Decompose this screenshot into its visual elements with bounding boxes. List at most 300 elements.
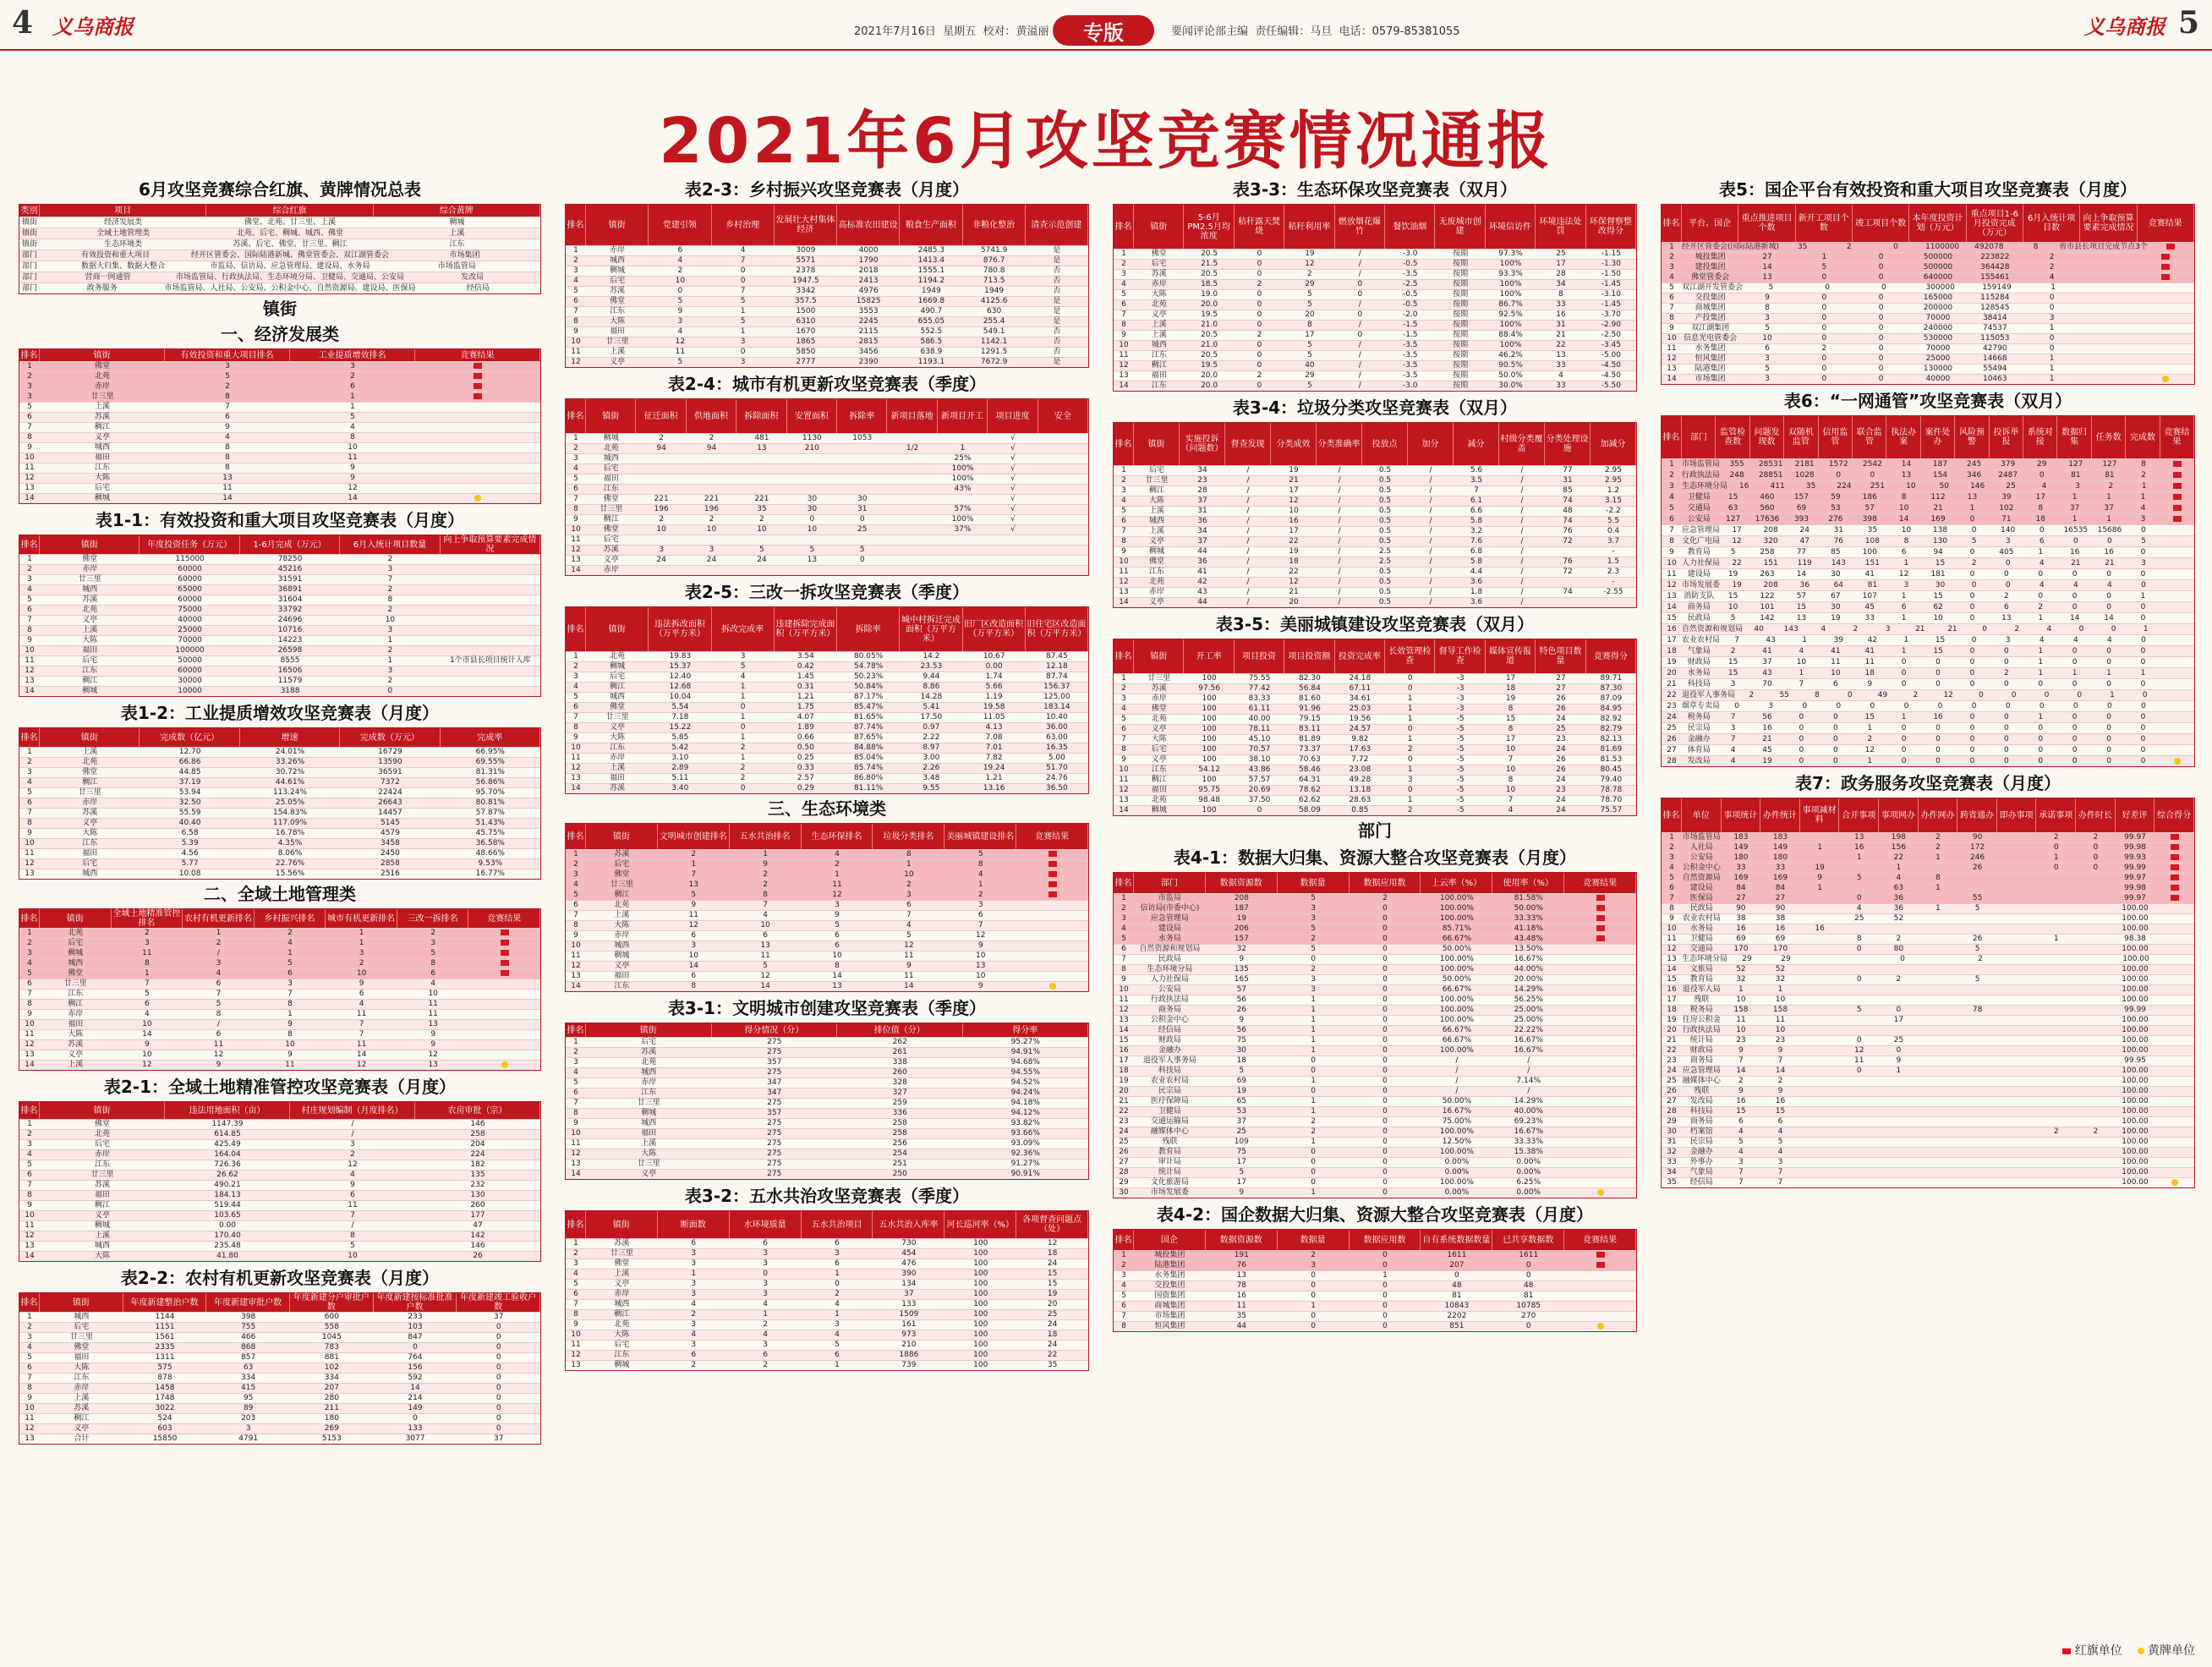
table-cell [1957,1016,1997,1025]
table-row [1662,1137,2194,1147]
table-cell: 19 [1732,581,1742,589]
table-cell: 8 [573,723,578,732]
table-cell: 100.00 [2122,1138,2149,1146]
table-cell: 16535 [2063,526,2089,535]
table-cell [441,636,540,645]
table-cell [441,565,540,574]
table-cell: 89.71 [1600,674,1623,683]
table-cell: 8 [977,860,983,869]
table-cell: 档案馆 [1689,1127,1713,1136]
red-flag-icon [2171,864,2179,870]
table-cell: 70000 [1925,314,1951,322]
table-cell: 10 [656,525,666,534]
table-cell: 0 [1407,674,1413,683]
table-cell: 赤岸 [82,565,98,573]
table-cell: 31 [1833,526,1844,535]
table-cell: 4 [763,911,769,919]
table-cell: 224 [470,1150,485,1159]
table-cell: 0 [2038,592,2044,600]
table-cell: 0 [1903,702,1909,710]
table-row [566,565,1088,575]
table-cell [1800,1107,1840,1116]
table-cell [2036,914,2076,924]
table-cell [2076,894,2116,903]
table-cell [2036,1056,2076,1066]
table-cell: 48 [1563,507,1573,515]
table-cell: 医保局 [1689,894,1713,902]
table-cell: 37% [954,525,972,534]
table-cell: 0.5 [1378,486,1392,495]
table-cell: 28 [1556,270,1566,278]
table-cell [415,463,540,473]
table-cell: 0 [2049,304,2055,312]
table-cell: 13 [571,1361,581,1369]
table-cell [2076,1168,2116,1177]
table-cell: 33.33% [1514,914,1543,923]
table-cell [1879,985,1919,995]
table-cell: 9 [763,860,769,869]
table-cell: 金融办 [1158,1046,1181,1055]
table-cell: 19 [1505,694,1516,703]
right-page-number: 5 [2178,5,2200,41]
table-row [1662,634,2194,645]
table-cell: 11 [1736,1016,1746,1024]
table-cell [441,595,540,605]
table-row [566,951,1088,961]
table-cell: 56 [1236,1026,1247,1034]
table-cell: 经信局 [466,284,490,293]
table-cell: 13 [976,962,986,970]
table-row [1662,984,2194,995]
table-cell: 5145 [380,819,400,827]
table-cell: 379 [2001,460,2016,469]
table-cell: 50.00% [1514,904,1543,913]
table-cell: 2 [1669,471,1674,480]
table-cell: 5 [677,358,683,366]
table-cell: 11 [760,951,770,960]
table-cell [2160,580,2194,590]
table-cell: 10 [1796,658,1807,666]
table-cell: 5 [759,546,764,554]
table-cell [2155,1016,2194,1025]
table-cell: 生态环境类 [104,240,143,249]
table-cell [415,372,540,381]
table-cell: 7 [1734,636,1739,644]
table-cell [2155,1087,2194,1096]
table-cell: 5.11 [671,774,689,782]
table-row [566,484,1088,494]
table-cell: 6 [691,972,697,980]
red-flag-icon [2171,885,2179,891]
table-cell: 10 [976,972,986,980]
table-cell: 7372 [380,778,400,787]
table-cell: 18 [1505,684,1516,693]
table-cell: 62 [1933,603,1943,611]
table-cell: 33 [1775,864,1786,872]
data-table [19,908,541,1071]
table-cell: 44 [1236,1322,1247,1330]
table-cell [1564,1006,1636,1015]
table-cell: 10 [1898,504,1909,513]
table-cell: 2 [2003,669,2009,677]
table-cell: 12 [571,962,581,970]
table-cell: 13590 [378,758,402,766]
table-cell [1919,1178,1958,1187]
table-cell: 100% [1499,260,1522,268]
table-cell: 83.11 [1299,725,1321,733]
table-cell: -5 [1456,765,1465,774]
table-cell: 63.00 [1045,733,1068,742]
table-cell: 1572 [1828,460,1848,469]
table-cell: 1 [216,929,222,937]
table-cell [1879,1158,1919,1167]
table-cell: 0 [2003,713,2009,721]
table-cell: 81.58% [1514,894,1543,902]
table-cell: 江东 [603,485,619,493]
table-cell: 90 [1736,904,1746,913]
table-cell: 157 [1234,935,1249,943]
table-cell [2076,1158,2116,1167]
table-cell: 12 [832,891,842,899]
table-cell: 85.71% [1442,924,1472,933]
table-cell: 170.40 [214,1231,241,1240]
table-cell: 6 [27,606,32,614]
table-cell: 11 [222,484,233,492]
table-cell: 1 [2140,669,2146,677]
table-cell: 6 [216,1030,222,1039]
table-cell: 336 [892,1109,907,1117]
table-cell: 4 [2039,581,2045,589]
table-cell: 8 [1856,935,1862,943]
table-cell: 6 [1121,300,1126,309]
table-row [1114,893,1636,903]
table-cell: 大陈 [94,1252,110,1260]
table-cell: 27 [1556,674,1566,683]
table-cell: 169 [1733,874,1749,882]
table-cell: 4 [573,683,578,691]
column-header: 完成率 [441,728,540,747]
table-cell: 0 [1901,746,1907,754]
table-cell: 29 [1667,1117,1677,1126]
table-cell: 3 [1121,486,1126,495]
table-cell: 69 [1775,935,1786,943]
table-cell [2155,1046,2194,1056]
table-cell: / [1246,547,1250,556]
table-cell [1564,1302,1636,1311]
table-cell: 18 [1864,669,1875,677]
table-cell: 25 [1667,724,1677,732]
table-cell: 1.2 [1607,486,1620,495]
table-cell: 180 [324,1414,339,1423]
table-cell: 2245 [858,317,879,326]
table-cell: 1 [2038,669,2044,677]
table-cell: 260 [892,1068,907,1077]
table-row [19,432,540,442]
table-title: 表4-2：国企数据大归集、资源大整合攻坚竞赛表（月度） [1156,1204,1594,1225]
table-cell: 稠江 [82,778,98,787]
table-cell: 14 [1667,375,1677,383]
table-cell: 100% [1499,341,1522,349]
table-cell: 38.10 [1248,755,1271,764]
table-cell: 100 [1202,715,1217,723]
table-cell: 0 [1878,375,1884,383]
table-cell: 财政局 [1689,1046,1713,1055]
table-row [566,1258,1088,1269]
table-cell: 1100000 [1925,243,1960,251]
section-title: 一、经济发展类 [221,324,339,344]
table-cell: 6.6 [1470,507,1483,515]
table-cell: 3 [145,939,150,947]
table-row [19,381,540,392]
table-cell: 0 [2106,647,2111,655]
table-cell: 177 [470,1211,485,1220]
table-cell: 10 [1736,995,1746,1004]
table-cell: 91.27% [1010,1160,1040,1168]
table-cell: 2 [659,515,664,524]
table-cell: 2 [1846,243,1852,251]
table-cell [2036,1168,2076,1177]
red-flag-icon [1596,925,1605,931]
table-row [19,848,540,858]
table-cell: 6 [27,413,32,421]
table-cell: 城西 [94,443,110,452]
table-cell: 2 [1896,935,1902,943]
table-cell [1038,454,1088,463]
red-flag-icon [2171,844,2179,850]
table-cell: 208 [1234,894,1249,902]
table-cell: 4 [677,256,683,265]
table-cell: 180 [1772,853,1788,862]
table-cell: 城投集团 [1154,1251,1185,1259]
table-cell: 15 [1775,1107,1786,1116]
table-cell: 5 [1239,1067,1245,1075]
table-cell: 3 [573,1259,578,1268]
table-cell: 357.5 [794,297,817,305]
table-cell: 327 [892,1088,907,1097]
table-cell: 福田 [1151,371,1167,380]
table-cell [988,566,1038,575]
table-row [1114,1291,1636,1301]
table-cell: 民宗局 [1687,724,1711,732]
table-cell: 3 [1311,985,1317,994]
table-cell: 2 [573,1048,578,1056]
table-cell: 5 [977,850,983,858]
table-cell: 公安局 [1687,515,1711,524]
table-row [566,1309,1088,1319]
table-cell: 0 [2003,757,2009,765]
table-cell: 0 [2049,344,2055,353]
column-header: 城市有机更新排名 [326,909,397,928]
table-cell [2036,1006,2076,1015]
table-cell: 2 [659,434,664,442]
table-cell: 87.74 [1045,672,1068,681]
table-cell: 陆港集团 [1695,365,1726,373]
red-flag-icon [2173,505,2182,511]
table-cell: 1 [359,929,364,937]
table-cell: 275 [767,1038,782,1046]
table-cell: 57 [1864,504,1875,513]
table-cell [1564,1251,1636,1260]
table-cell [1564,1026,1636,1035]
column-header: 党建引领 [649,205,711,245]
table-cell: 95.75 [1198,786,1220,794]
table-cell [2036,985,2076,995]
table-cell [1957,1046,1997,1056]
table-cell: 5.5 [1607,517,1620,525]
table-cell: / [1358,260,1361,268]
table-cell: √ [1010,444,1016,452]
table-cell: 0 [1382,914,1388,923]
table-cell: 7 [350,1211,355,1220]
table-cell: 上溪 [1151,331,1167,339]
column-header: 垃圾分类排名 [873,824,944,849]
table-cell: 0 [1311,1291,1317,1300]
table-cell: 50000 [178,656,202,665]
table-cell: 大陈 [94,474,110,482]
table-cell: 1 [1738,985,1744,994]
table-cell: 200000 [1923,304,1953,312]
column-header: 年度新建整治户数 [123,1293,207,1312]
table-body [566,245,1088,367]
table-cell: √ [1010,485,1016,493]
table-cell [1564,1016,1636,1025]
column-header: 文明城市创建排名 [658,824,730,849]
table-cell: 0 [1878,344,1884,353]
table-cell: 0 [1382,985,1388,994]
table-cell: 0 [2038,724,2044,732]
table-cell: 0 [2072,570,2078,579]
table-cell: 2 [1121,260,1126,268]
table-row [19,1060,540,1070]
table-cell: / [1246,537,1250,546]
table-cell: 4 [1856,904,1862,913]
table-row [1114,249,1636,259]
table-row [19,615,540,625]
table-cell: 民政局 [1689,904,1713,913]
table-cell: 后宅 [82,656,98,665]
column-header: 五水共治项目 [802,1211,873,1238]
table-cell: 按期 [1453,270,1469,278]
table-cell: 37 [493,1434,504,1443]
table-cell: 大陈 [641,1149,657,1158]
table-cell: 12 [213,1050,224,1059]
table-cell: 2 [906,880,912,889]
table-cell [2076,1097,2116,1106]
table-row [566,940,1088,951]
table-cell: 经信局 [1689,1178,1713,1187]
table-cell: 91.96 [1299,705,1321,713]
table-row [1662,458,2194,469]
table-row [566,763,1088,773]
table-cell: 0.5 [1378,507,1392,515]
table-cell: 3 [691,941,697,950]
table-cell: 义亭 [1148,598,1164,606]
table-cell: 1 [2049,324,2055,332]
table-cell: 江东 [74,1374,90,1382]
table-cell: 0 [2038,757,2044,765]
table-cell: 14.29% [1514,985,1543,994]
table-cell [1038,566,1088,575]
table-cell: 41.18% [1514,924,1543,933]
table-cell: 3 [1777,1158,1783,1166]
table-cell: 256 [892,1139,907,1148]
column-header: 任务数 [2092,416,2126,458]
table-cell: 11 [25,463,35,472]
table-row [566,672,1088,682]
table-cell: 0 [1799,757,1804,765]
table-cell [2036,1026,2076,1035]
table-cell: 否 [1053,287,1061,295]
table-cell: 0 [2093,864,2099,872]
table-row [19,574,540,584]
table-cell: 100 [973,1330,988,1339]
table-cell: 454 [901,1249,917,1258]
column-header: 数据归集 [2057,416,2091,458]
table-cell: 55.59 [178,809,201,817]
column-header: 问题发现数 [1750,416,1784,458]
table-row [1114,1076,1636,1086]
table-cell: 0 [2106,757,2111,765]
table-row [1662,1045,2194,1056]
table-row [1114,673,1636,683]
column-header: 双随机监管 [1784,416,1818,458]
table-cell: 13 [757,444,767,452]
column-header: 部门 [1134,873,1206,893]
table-cell: 10 [348,1252,358,1260]
table-cell [2160,723,2194,733]
table-row [1114,913,1636,924]
red-flag-icon [501,929,509,935]
table-cell: 科技局 [1158,1067,1181,1075]
table-cell: 275 [767,1068,782,1077]
table-cell [1800,1097,1840,1106]
table-cell: 235.48 [214,1242,241,1250]
red-flag-icon [1049,891,1057,897]
table-cell: 5 [1239,1168,1245,1176]
table-cell: 151 [1864,559,1880,568]
table-row [19,828,540,838]
table-cell: 10 [1762,334,1772,343]
table-row [1114,1127,1636,1137]
table-cell: 1 [1311,1036,1317,1045]
table-cell: 868 [241,1343,256,1352]
table-cell [468,959,540,968]
table-body [1114,1250,1636,1331]
table-cell: 100.00 [2122,1158,2149,1166]
table-cell: 2 [1738,1077,1744,1085]
table-cell: 9 [145,1040,150,1049]
column-header: 各项督查问题点（处） [1016,1211,1088,1238]
table-cell: 857 [241,1353,256,1362]
table-cell: 15 [1736,1107,1746,1116]
table-cell: 12 [1943,691,1953,699]
table-cell: 259 [892,1099,907,1107]
table-cell: 12 [1289,578,1299,586]
table-cell: 37.50 [1248,796,1271,804]
table-cell: 稠城 [614,951,630,960]
table-cell [1997,864,2037,873]
column-header: 好差评 [2116,798,2155,832]
table-row [1114,704,1636,714]
table-cell: 4 [2046,625,2052,633]
column-header: 排名 [566,607,586,651]
table-cell: 157 [1793,493,1810,502]
table-cell [1919,985,1958,995]
table-cell: 6 [225,413,230,421]
table-cell: 2413 [858,277,879,285]
table-cell: 4125.6 [980,297,1008,305]
table-cell: 14 [2104,614,2114,622]
